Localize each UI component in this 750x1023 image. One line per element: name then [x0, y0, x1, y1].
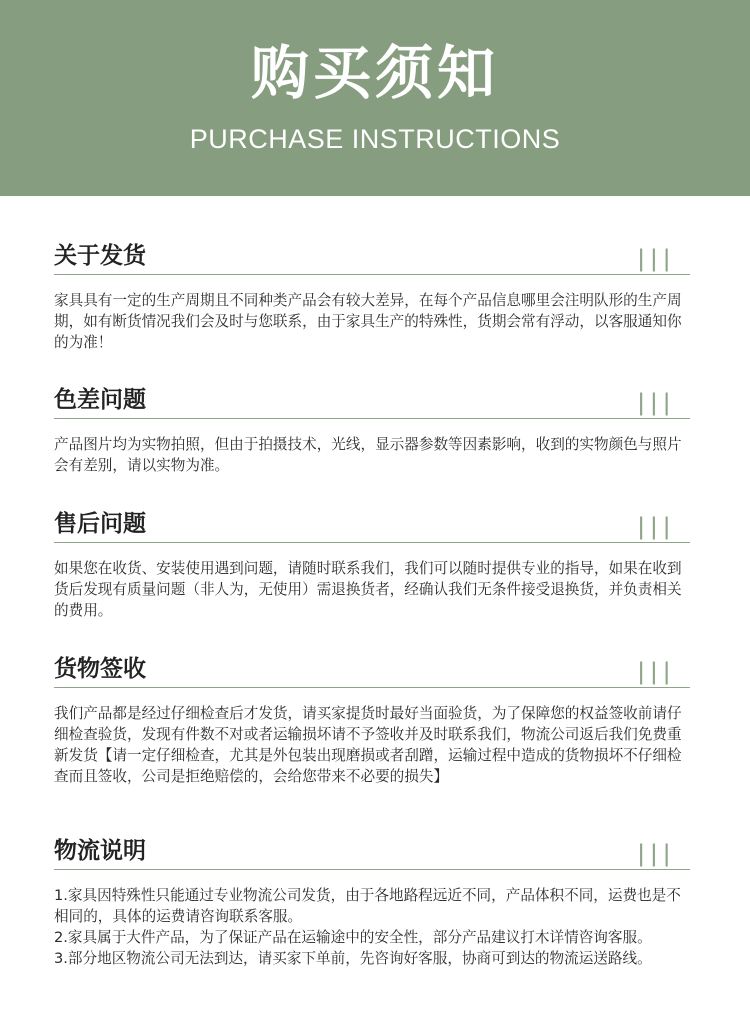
section-body: [54, 885, 690, 969]
section-title: 关于发货: [54, 243, 146, 269]
bars-decoration-icon: |||: [637, 656, 676, 686]
section-title: 货物签收: [54, 656, 146, 682]
section-paragraph: 2.家具属于大件产品，为了保证产品在运输途中的安全性，部分产品建议打木详情咨询客服。: [54, 929, 652, 946]
section-color-difference: [54, 384, 690, 476]
page-subtitle: PURCHASE INSTRUCTIONS: [189, 124, 561, 154]
section-paragraph: 如果您在收货、安装使用遇到问题，请随时联系我们，我们可以随时提供专业的指导，如果在收到货后发现有质量问题（非人为，无使用）需退换货者，经确认我们无条件接受退换货，并负责相关的费用。: [54, 560, 682, 619]
section-logistics: [54, 835, 690, 969]
section-paragraph: 家具具有一定的生产周期且不同种类产品会有较大差异，在每个产品信息哪里会注明队形的生产周期，如有断货情况我们会及时与您联系，由于家具生产的特殊性，货期会常有浮动，以客服通知你的为准！: [54, 292, 682, 351]
section-paragraph: 1.家具因特殊性只能通过专业物流公司发货，由于各地路程远近不同，产品体积不同，运费也是不相同的，具体的运费请咨询联系客服。: [54, 887, 681, 925]
section-body: [54, 290, 690, 353]
section-goods-receipt: [54, 653, 690, 787]
section-paragraph: 3.部分地区物流公司无法到达，请买家下单前，先咨询好客服，协商可到达的物流运送路线。: [54, 950, 652, 967]
section-header: [54, 835, 690, 870]
section-header: [54, 653, 690, 688]
header-banner: [0, 0, 750, 196]
section-after-sales: [54, 508, 690, 621]
bars-decoration-icon: |||: [637, 387, 676, 417]
section-paragraph: 产品图片均为实物拍照，但由于拍摄技术，光线，显示器参数等因素影响，收到的实物颜色与照片会有差别，请以实物为准。: [54, 436, 682, 474]
bars-decoration-icon: |||: [637, 243, 676, 273]
section-header: [54, 384, 690, 419]
section-body: [54, 434, 690, 476]
section-header: [54, 508, 690, 543]
bars-decoration-icon: |||: [637, 511, 676, 541]
section-header: [54, 240, 690, 275]
section-shipping: [54, 240, 690, 353]
section-body: [54, 558, 690, 621]
section-title: 色差问题: [54, 387, 146, 413]
section-title: 物流说明: [54, 838, 146, 864]
bars-decoration-icon: |||: [637, 838, 676, 868]
section-paragraph: 我们产品都是经过仔细检查后才发货，请买家提货时最好当面验货，为了保障您的权益签收前请仔细检查验货，发现有件数不对或者运输损坏请不予签收并及时联系我们，物流公司返后我们免费重新发货【请一定仔细检查，尤其是外包装出现磨损或者刮蹭，运输过程中造成的货物损坏不仔细检查而且签收，公司是拒绝赔偿的，会给您带来不必要的损失】: [54, 705, 682, 785]
section-title: 售后问题: [54, 511, 146, 537]
page-title: 购买须知: [250, 39, 499, 107]
section-body: [54, 703, 690, 787]
